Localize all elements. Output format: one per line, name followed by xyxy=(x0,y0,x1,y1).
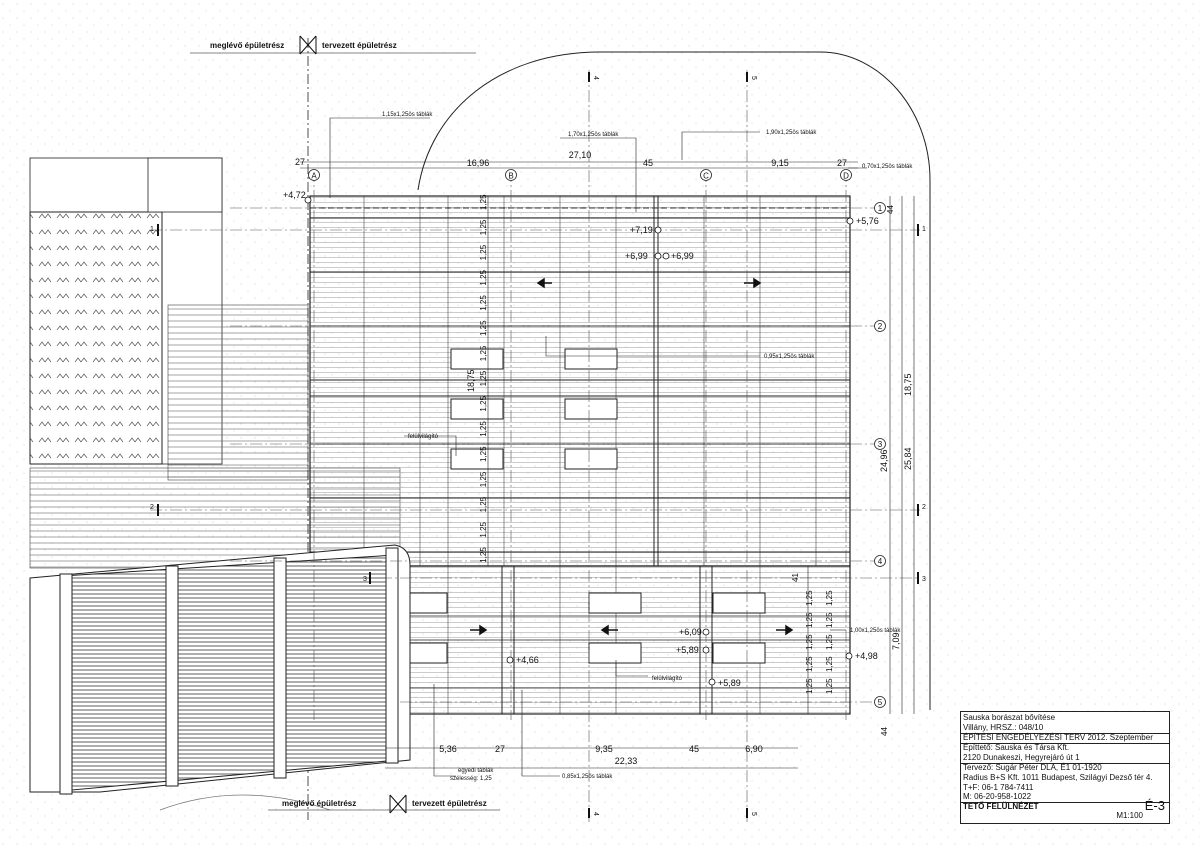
section-label-3-left: 3 xyxy=(363,576,367,583)
dim-bot-e: 6,90 xyxy=(745,744,763,754)
module-dimension-label: 1,25 xyxy=(479,244,488,261)
tb-location: Villány, HRSZ.: 048/10 xyxy=(963,723,1044,732)
tb-designer: Tervező: Sugár Péter DLA, É1 01-1920 xyxy=(963,763,1102,772)
module-dimension-label: 1,25 xyxy=(479,194,488,210)
dim-bot-total: 22,33 xyxy=(614,756,638,766)
module-dimension-label: 1,25 xyxy=(479,270,488,286)
module-dimension-label: 1,25 xyxy=(805,634,814,650)
axis-label-b: B xyxy=(508,171,514,181)
module-dimension-label: 1,25 xyxy=(805,612,814,628)
dim-left-mid: 18,75 xyxy=(466,369,476,392)
section-label-4-top: 4 xyxy=(592,76,599,80)
module-dimension-label: 1,25 xyxy=(479,421,488,437)
section-label-5-top: 5 xyxy=(750,76,757,80)
dim-top-e: 27 xyxy=(836,158,848,168)
module-dimension-label: 1,25 xyxy=(825,678,834,694)
dim-right-5: 7,09 xyxy=(891,632,901,650)
module-dimension-label: 1,25 xyxy=(479,396,488,412)
note-panels-115: 1,15x1,25ös táblák xyxy=(382,112,433,118)
dim-right-4: 25,84 xyxy=(903,447,913,470)
module-dimension-label: 1,25 xyxy=(825,590,834,606)
axis-label-4: 4 xyxy=(877,557,883,566)
axis-label-3: 3 xyxy=(877,440,883,449)
module-dimension-label: 1,25 xyxy=(479,522,488,538)
axis-label-1: 1 xyxy=(877,204,883,213)
dim-right-1: 44 xyxy=(886,205,895,214)
module-dimension-label: 1,25 xyxy=(479,446,488,462)
level-699-a: +6,99 xyxy=(625,251,648,261)
module-dimension-label: 1,25 xyxy=(825,656,834,672)
note-panels-100: 1,00x1,25ös táblák xyxy=(850,628,901,634)
dim-top-d: 9,15 xyxy=(771,158,789,168)
level-576: +5,76 xyxy=(856,216,879,226)
dim-right-6: 44 xyxy=(880,727,889,736)
module-dimension-label: 1,25 xyxy=(805,656,814,672)
tb-phase: ÉPÍTÉSI ENGEDÉLYEZÉSI TERV 2012. Szeptember xyxy=(963,733,1153,742)
level-589-b: +5,89 xyxy=(718,678,741,688)
axis-label-5: 5 xyxy=(877,698,883,707)
dim-bot-b: 27 xyxy=(494,744,506,754)
tb-client: Építtető: Sauska és Társa Kft. xyxy=(963,743,1070,752)
module-dimension-label: 1,25 xyxy=(479,547,488,563)
axis-label-d: D xyxy=(843,171,849,181)
level-699-b: +6,99 xyxy=(671,251,694,261)
planned-label-top: tervezett épületrész xyxy=(322,41,397,50)
dim-right-2: 18,75 xyxy=(903,373,913,396)
dim-right-3: 24,96 xyxy=(879,449,889,472)
section-label-1-right: 1 xyxy=(922,226,926,233)
note-width: szélesség: 1,25 xyxy=(450,776,492,782)
module-dimension-label: 1,25 xyxy=(805,678,814,694)
level-466: +4,66 xyxy=(516,655,539,665)
module-dimension-label: 1,25 xyxy=(479,496,488,513)
note-individual-panels: egyedi táblák xyxy=(458,768,494,774)
dim-bot-a: 5,36 xyxy=(439,744,457,754)
note-panels-070: 0,70x1,25ös táblák xyxy=(862,164,913,170)
dim-top-total: 27,10 xyxy=(568,150,592,160)
section-label-1-left: 1 xyxy=(150,226,154,233)
dim-bot-c: 9,35 xyxy=(595,744,613,754)
dim-top-b: 16,96 xyxy=(466,158,490,168)
tb-sheet-title: TETŐ FELÜLNÉZET xyxy=(963,802,1039,811)
section-label-3-right: 3 xyxy=(922,576,926,583)
tb-office: Radius B+S Kft. 1011 Budapest, Szilágyi Dezső tér 4. xyxy=(963,773,1153,782)
tb-sheet-code: É-3 xyxy=(1144,798,1165,813)
note-panels-085: 0,85x1,25ös táblák xyxy=(562,774,613,780)
title-block xyxy=(960,711,1170,824)
module-dimension-label: 1,25 xyxy=(825,612,834,628)
module-dimension-label: 1,25 xyxy=(479,345,488,362)
axis-label-2: 2 xyxy=(877,322,883,331)
dim-right-41: 41 xyxy=(791,573,800,582)
section-label-4-bottom: 4 xyxy=(592,812,599,816)
level-498: +4,98 xyxy=(855,651,878,661)
tb-mobile: M: 06-20-958-1022 xyxy=(963,792,1032,801)
level-472: +4,72 xyxy=(283,190,306,200)
existing-label-top: meglévő épületrész xyxy=(210,41,285,50)
module-dimension-label: 1,25 xyxy=(479,320,488,336)
tb-phone: T+F: 06-1 784-7411 xyxy=(963,783,1034,792)
dim-top-a: 27 xyxy=(294,157,306,167)
level-589-a: +5,89 xyxy=(676,645,699,655)
level-609: +6,09 xyxy=(679,627,702,637)
dim-top-c: 45 xyxy=(642,158,654,168)
tb-client-address: 2120 Dunakeszi, Hegyrejáró út 1 xyxy=(963,753,1080,762)
section-label-2-left: 2 xyxy=(150,504,154,511)
module-dimension-label: 1,25 xyxy=(479,219,488,236)
note-panels-190: 1,90x1,25ös táblák xyxy=(766,130,817,136)
note-panels-170: 1,70x1,25ös táblák xyxy=(568,132,619,138)
planned-label-bottom: tervezett épületrész xyxy=(412,799,487,808)
module-dimension-label: 1,25 xyxy=(479,370,488,387)
axis-label-c: C xyxy=(703,171,709,181)
note-skylight-upper: felülvilágító xyxy=(408,434,439,440)
module-dimension-label: 1,25 xyxy=(805,590,814,606)
section-label-2-right: 2 xyxy=(922,504,926,511)
level-719: +7,19 xyxy=(630,225,653,235)
tb-scale: M1:100 xyxy=(1116,811,1143,820)
dim-bot-d: 45 xyxy=(688,744,700,754)
existing-label-bottom: meglévő épületrész xyxy=(282,799,357,808)
module-dimension-label: 1,25 xyxy=(825,634,834,650)
module-dimension-label: 1,25 xyxy=(479,295,488,311)
module-dimension-label: 1,25 xyxy=(479,471,488,488)
tb-project: Sauska borászat bővítése xyxy=(963,713,1056,722)
axis-label-a: A xyxy=(311,171,317,181)
note-panels-095: 0,95x1,25ös táblák xyxy=(764,354,815,360)
section-label-5-bottom: 5 xyxy=(750,812,757,816)
note-skylight-lower: felülvilágító xyxy=(652,676,683,682)
